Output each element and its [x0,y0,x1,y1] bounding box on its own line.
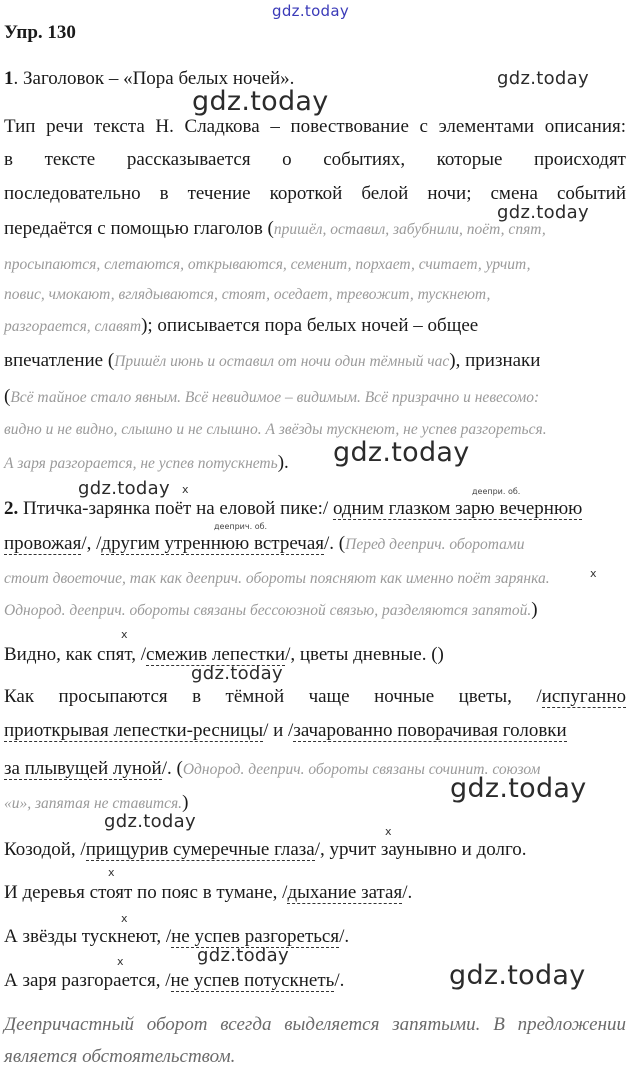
x-mark: х [121,628,128,641]
p1-verbs-line: просыпаются, слетаются, открываются, семенит, порхает, считает, урчит, [4,256,531,273]
p2-participle-phrase: испуганно [541,686,626,707]
watermark: gdz.today [449,960,586,991]
p2-participle-phrase: зачарованно поворачивая головки [293,720,567,741]
p2-line [4,790,626,817]
p2-text: Как просыпаются в тёмной чаще ночные цветы, / [4,686,542,707]
p1-number: 1 [4,68,14,89]
p2-sentence-5 [4,880,626,906]
p1-verbs: разгорается, славят [4,318,142,335]
x-mark: х [590,567,597,580]
deeprich-mark: дееприч. об. [214,522,268,531]
watermark: gdz.today [497,202,589,223]
p2-line [4,597,626,624]
p2-text: /. ( [161,758,183,779]
p2-participle-phrase: провожая [4,533,82,554]
watermark: gdz.today [191,663,283,684]
watermark: gdz.today [333,437,470,468]
p2-text: /. [339,926,350,947]
p2-text: /, урчит заунывно и долго. [314,839,527,860]
p1-line: в тексте рассказывается о событиях, которые происходят [4,149,626,170]
p2-sentence-4 [4,837,626,863]
p2-text: /, / [81,533,102,554]
conclusion-line: является обстоятельством. [4,1046,236,1067]
p1-line [4,313,626,340]
p2-number: 2. [4,498,19,519]
p2-note: Однород. дееприч. обороты связаны сочинит. союзом [182,761,541,778]
p2-participle-phrase: за плывущей луной [4,758,162,779]
x-mark: х [121,912,128,925]
deeprich-mark: деепри. об. [472,487,521,496]
p1-verbs-line: повис, чмокают, вглядываются, стоят, оседает, тревожит, тускнеют, [4,286,491,303]
p2-text: Видно, как спят, / [4,644,147,665]
p2-text: ) [531,599,538,620]
p1-line [4,348,626,375]
p1-line: Тип речи текста Н. Сладкова – повествование с элементами описания: [4,116,626,137]
conclusion-line: Деепричастный оборот всегда выделяется запятыми. В предложении [4,1014,626,1035]
p1-quote: А заря разгорается, не успев потускнеть [4,455,278,472]
p2-participle-phrase: смежив лепестки [146,644,286,665]
x-mark: х [108,866,115,879]
p1-text: впечатление ( [4,350,115,371]
p2-sentence-7 [4,968,626,994]
x-mark: х [385,825,392,838]
p2-text: /. [334,970,345,991]
p1-text: ); описывается пора белых ночей – общее [141,315,479,336]
watermark: gdz.today [104,811,196,832]
p1-quote: Пришёл июнь и оставил от ночи один тёмный час [114,353,450,370]
p2-participle-phrase: прищурив сумеречные глаза [85,839,315,860]
p2-text: ) [182,792,189,813]
p2-note: Однород. дееприч. обороты связаны бессоюзной связью, разделяются запятой. [4,602,532,619]
p1-quote: Всё тайное стало явным. Всё невидимое – видимым. Всё призрачно и невесомо: [10,389,540,406]
p2-participle-phrase: не успев потускнеть [170,970,335,991]
p2-text: А заря разгорается, / [4,970,171,991]
p2-text: /. [402,882,413,903]
p1-line [4,450,626,477]
exercise-title: Упр. 130 [4,22,76,43]
p2-text: И деревья стоят по пояс в тумане, / [4,882,288,903]
p2-text: /. ( [324,533,346,554]
p2-participle-phrase: приоткрывая лепестки-ресницы [4,720,264,741]
p2-line [4,718,626,744]
p2-line [4,531,626,558]
p2-note: «и», запятая не ставится. [4,795,183,812]
p1-line [4,216,626,243]
p2-participle-phrase: не успев разгореться [171,926,340,947]
p2-text: А звёзды тускнеют, / [4,926,172,947]
p2-participle-phrase: дыхание затая [287,882,403,903]
p2-participle-phrase: одним глазком зарю вечернюю [332,498,583,519]
p1-text: ( [4,386,11,407]
p2-note-line: стоит двоеточие, так как дееприч. обороты поясняют как именно поёт зарянка. [4,570,550,587]
p2-participle-phrase: другим утреннюю встречая [101,533,325,554]
p1-text: ), признаки [449,350,541,371]
p1-text: ). [277,452,289,473]
p1-heading: . Заголовок – «Пора белых ночей». [13,68,295,89]
p1-quote-line: видно и не видно, слышно и не слышно. А звёзды тускнеют, не успев разгореться. [4,421,547,438]
p1-verbs: пришёл, оставил, забубнили, поёт, спят, [273,221,546,238]
p1-line: последовательно в течение короткой белой ночи; смена событий [4,183,626,204]
p2-text: Птичка-зарянка поёт на еловой пике:/ [18,498,333,519]
watermark: gdz.today [450,773,587,804]
p2-note: Перед дееприч. оборотами [345,536,525,553]
p2-sentence-6 [4,924,626,950]
p2-text: / и / [263,720,294,741]
watermark-top: gdz.today [272,2,350,20]
p2-sentence-3 [4,684,626,710]
p1-line [4,384,626,411]
p2-text: /, цветы дневные. () [285,644,444,665]
watermark: gdz.today [78,478,170,499]
watermark: gdz.today [497,68,589,89]
p1-text: передаётся с помощью глаголов ( [4,218,274,239]
p2-sentence-2 [4,642,626,668]
x-mark: х [182,483,189,496]
watermark: gdz.today [192,86,329,117]
p2-text: Козодой, / [4,839,86,860]
watermark: gdz.today [197,945,289,966]
p2-sentence-1 [4,496,626,522]
x-mark: х [117,955,124,968]
